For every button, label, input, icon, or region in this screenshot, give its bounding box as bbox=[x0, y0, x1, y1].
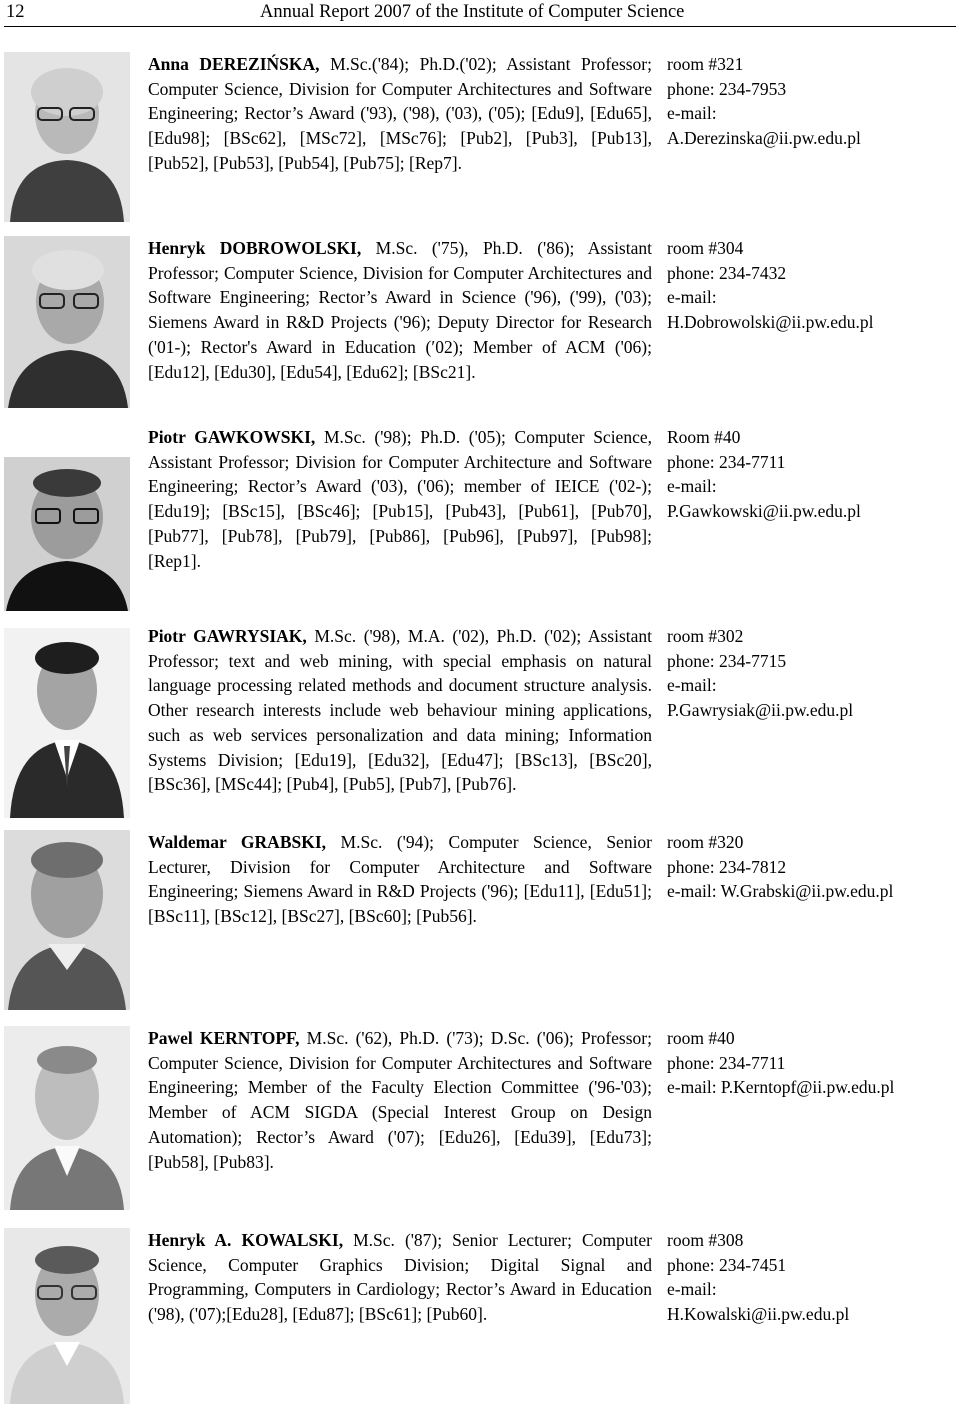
bio-text bbox=[148, 1228, 652, 1327]
room-number: room #302 bbox=[667, 626, 744, 646]
phone-number: phone: 234-7812 bbox=[667, 856, 787, 877]
portrait-photo bbox=[4, 1026, 130, 1210]
portrait-photo bbox=[4, 830, 130, 1010]
person-name: Pawel KERNTOPF, bbox=[148, 1028, 300, 1048]
contact-info bbox=[667, 425, 957, 524]
phone-number: phone: 234-7711 bbox=[667, 451, 786, 472]
running-title: Annual Report 2007 of the Institute of Computer Science bbox=[260, 2, 685, 22]
contact-info bbox=[667, 830, 957, 904]
email-address[interactable]: P.Gawkowski@ii.pw.edu.pl bbox=[667, 501, 861, 522]
portrait-photo bbox=[4, 1228, 130, 1404]
page-header bbox=[4, 0, 956, 27]
room-number: room #320 bbox=[667, 832, 744, 852]
room-number: room #321 bbox=[667, 54, 744, 74]
person-bio: M.Sc. ('98), M.A. ('02), Ph.D. ('02); Assistant Professor; text and web mining, with special emphasis on natural language processing related methods and document structure analysis. Other research interests include web behaviour mining applications, such as web services personalization and data mining; Information Systems Division; [Edu19], [Edu32], [Edu47]; [BSc13], [BSc20], [BSc36], [MSc44]; [Pub4], [Pub5], [Pub7], [Pub76]. bbox=[148, 626, 652, 795]
person-bio: M.Sc. ('98); Ph.D. ('05); Computer Science, Assistant Professor; Division for Computer Architecture and Software Engineering; Rector’s Award ('03), ('06); member of IEICE ('02-); [Edu19]; [BSc15], [BSc46]; [Pub15], [Pub43], [Pub61], [Pub70], [Pub77], [Pub78], [Pub79], [Pub86], [Pub96], [Pub97], [Pub98]; [Rep1]. bbox=[148, 427, 652, 571]
contact-info bbox=[667, 236, 957, 335]
person-name: Piotr GAWRYSIAK, bbox=[148, 626, 307, 646]
portrait-photo bbox=[4, 457, 130, 611]
page-number: 12 bbox=[6, 2, 25, 22]
email-address[interactable]: H.Kowalski@ii.pw.edu.pl bbox=[667, 1304, 850, 1325]
email-address[interactable]: e-mail: W.Grabski@ii.pw.edu.pl bbox=[667, 881, 894, 902]
person-bio: M.Sc. ('75), Ph.D. ('86); Assistant Professor; Computer Science, Division for Computer Architectures and Software Engineering; Rector’s Award in Science ('96), ('99), ('03); Siemens Award in R&D Projects ('96); Deputy Director for Research ('01-); Rector's Award in Education (′02); Member of ACM ('06); [Edu12], [Edu30], [Edu54], [Edu62]; [BSc21]. bbox=[148, 238, 652, 382]
email-address[interactable]: P.Gawrysiak@ii.pw.edu.pl bbox=[667, 700, 854, 721]
person-name: Henryk DOBROWOLSKI, bbox=[148, 238, 362, 258]
bio-text bbox=[148, 236, 652, 384]
phone-number: phone: 234-7432 bbox=[667, 262, 787, 283]
person-bio: M.Sc. ('62), Ph.D. ('73); D.Sc. ('06); Professor; Computer Science, Division for Computer Architectures and Software Engineering; Member of the Faculty Election Committee ('96-'03); Member of ACM SIGDA (Special Interest Group on Design Automation); Rector’s Award ('07); [Edu26], [Edu39], [Edu73]; [Pub58], [Pub83]. bbox=[148, 1028, 652, 1172]
portrait-photo bbox=[4, 628, 130, 818]
email-label: e-mail: bbox=[667, 1279, 717, 1300]
room-number: room #304 bbox=[667, 238, 744, 258]
bio-text bbox=[148, 425, 652, 573]
room-number: Room #40 bbox=[667, 427, 741, 447]
contact-info bbox=[667, 624, 957, 723]
person-name: Piotr GAWKOWSKI, bbox=[148, 427, 316, 447]
portrait-silhouette-icon bbox=[4, 830, 130, 1010]
email-label: e-mail: bbox=[667, 476, 717, 497]
contact-info bbox=[667, 1026, 957, 1100]
phone-number: phone: 234-7451 bbox=[667, 1254, 787, 1275]
email-label: e-mail: bbox=[667, 287, 717, 308]
portrait-photo bbox=[4, 236, 130, 408]
email-address[interactable]: A.Derezinska@ii.pw.edu.pl bbox=[667, 128, 861, 149]
contact-info bbox=[667, 52, 957, 151]
room-number: room #308 bbox=[667, 1230, 744, 1250]
portrait-silhouette-icon bbox=[4, 457, 130, 611]
phone-number: phone: 234-7711 bbox=[667, 1052, 786, 1073]
email-address[interactable]: H.Dobrowolski@ii.pw.edu.pl bbox=[667, 312, 874, 333]
portrait-silhouette-icon bbox=[4, 52, 130, 222]
person-name: Waldemar GRABSKI, bbox=[148, 832, 327, 852]
email-address[interactable]: e-mail: P.Kerntopf@ii.pw.edu.pl bbox=[667, 1077, 895, 1098]
bio-text bbox=[148, 52, 652, 176]
contact-info bbox=[667, 1228, 957, 1327]
portrait-silhouette-icon bbox=[4, 1228, 130, 1404]
portrait-silhouette-icon bbox=[4, 1026, 130, 1210]
bio-text bbox=[148, 1026, 652, 1174]
portrait-silhouette-icon bbox=[4, 628, 130, 818]
phone-number: phone: 234-7715 bbox=[667, 650, 787, 671]
bio-text bbox=[148, 830, 652, 929]
email-label: e-mail: bbox=[667, 103, 717, 124]
person-name: Henryk A. KOWALSKI, bbox=[148, 1230, 344, 1250]
phone-number: phone: 234-7953 bbox=[667, 78, 787, 99]
email-label: e-mail: bbox=[667, 675, 717, 696]
person-name: Anna DEREZIŃSKA, bbox=[148, 54, 320, 74]
bio-text bbox=[148, 624, 652, 797]
person-bio: M.Sc.('84); Ph.D.('02); Assistant Professor; Computer Science, Division for Computer Architectures and Software Engineering; Rector’s Award ('93), ('98), ('03), ('05); [Edu9], [Edu65], [Edu98]; [BSc62], [MSc72], [MSc76]; [Pub2], [Pub3], [Pub13], [Pub52], [Pub53], [Pub54], [Pub75]; [Rep7]. bbox=[148, 54, 653, 173]
room-number: room #40 bbox=[667, 1028, 735, 1048]
person-bio: M.Sc. ('94); Computer Science, Senior Lecturer, Division for Computer Architecture and Software Engineering; Siemens Award in R&D Projects ('96); [Edu11], [Edu51]; [BSc11], [BSc12], [BSc27], [BSc60]; [Pub56]. bbox=[148, 832, 653, 927]
portrait-silhouette-icon bbox=[4, 236, 130, 408]
portrait-photo bbox=[4, 52, 130, 222]
person-bio: M.Sc. ('87); Senior Lecturer; Computer Science, Computer Graphics Division; Digital Signal and Programming, Computers in Cardiology; Rector’s Award in Education ('98), ('07);[Edu28], [Edu87]; [BSc61]; [Pub60]. bbox=[148, 1230, 652, 1325]
